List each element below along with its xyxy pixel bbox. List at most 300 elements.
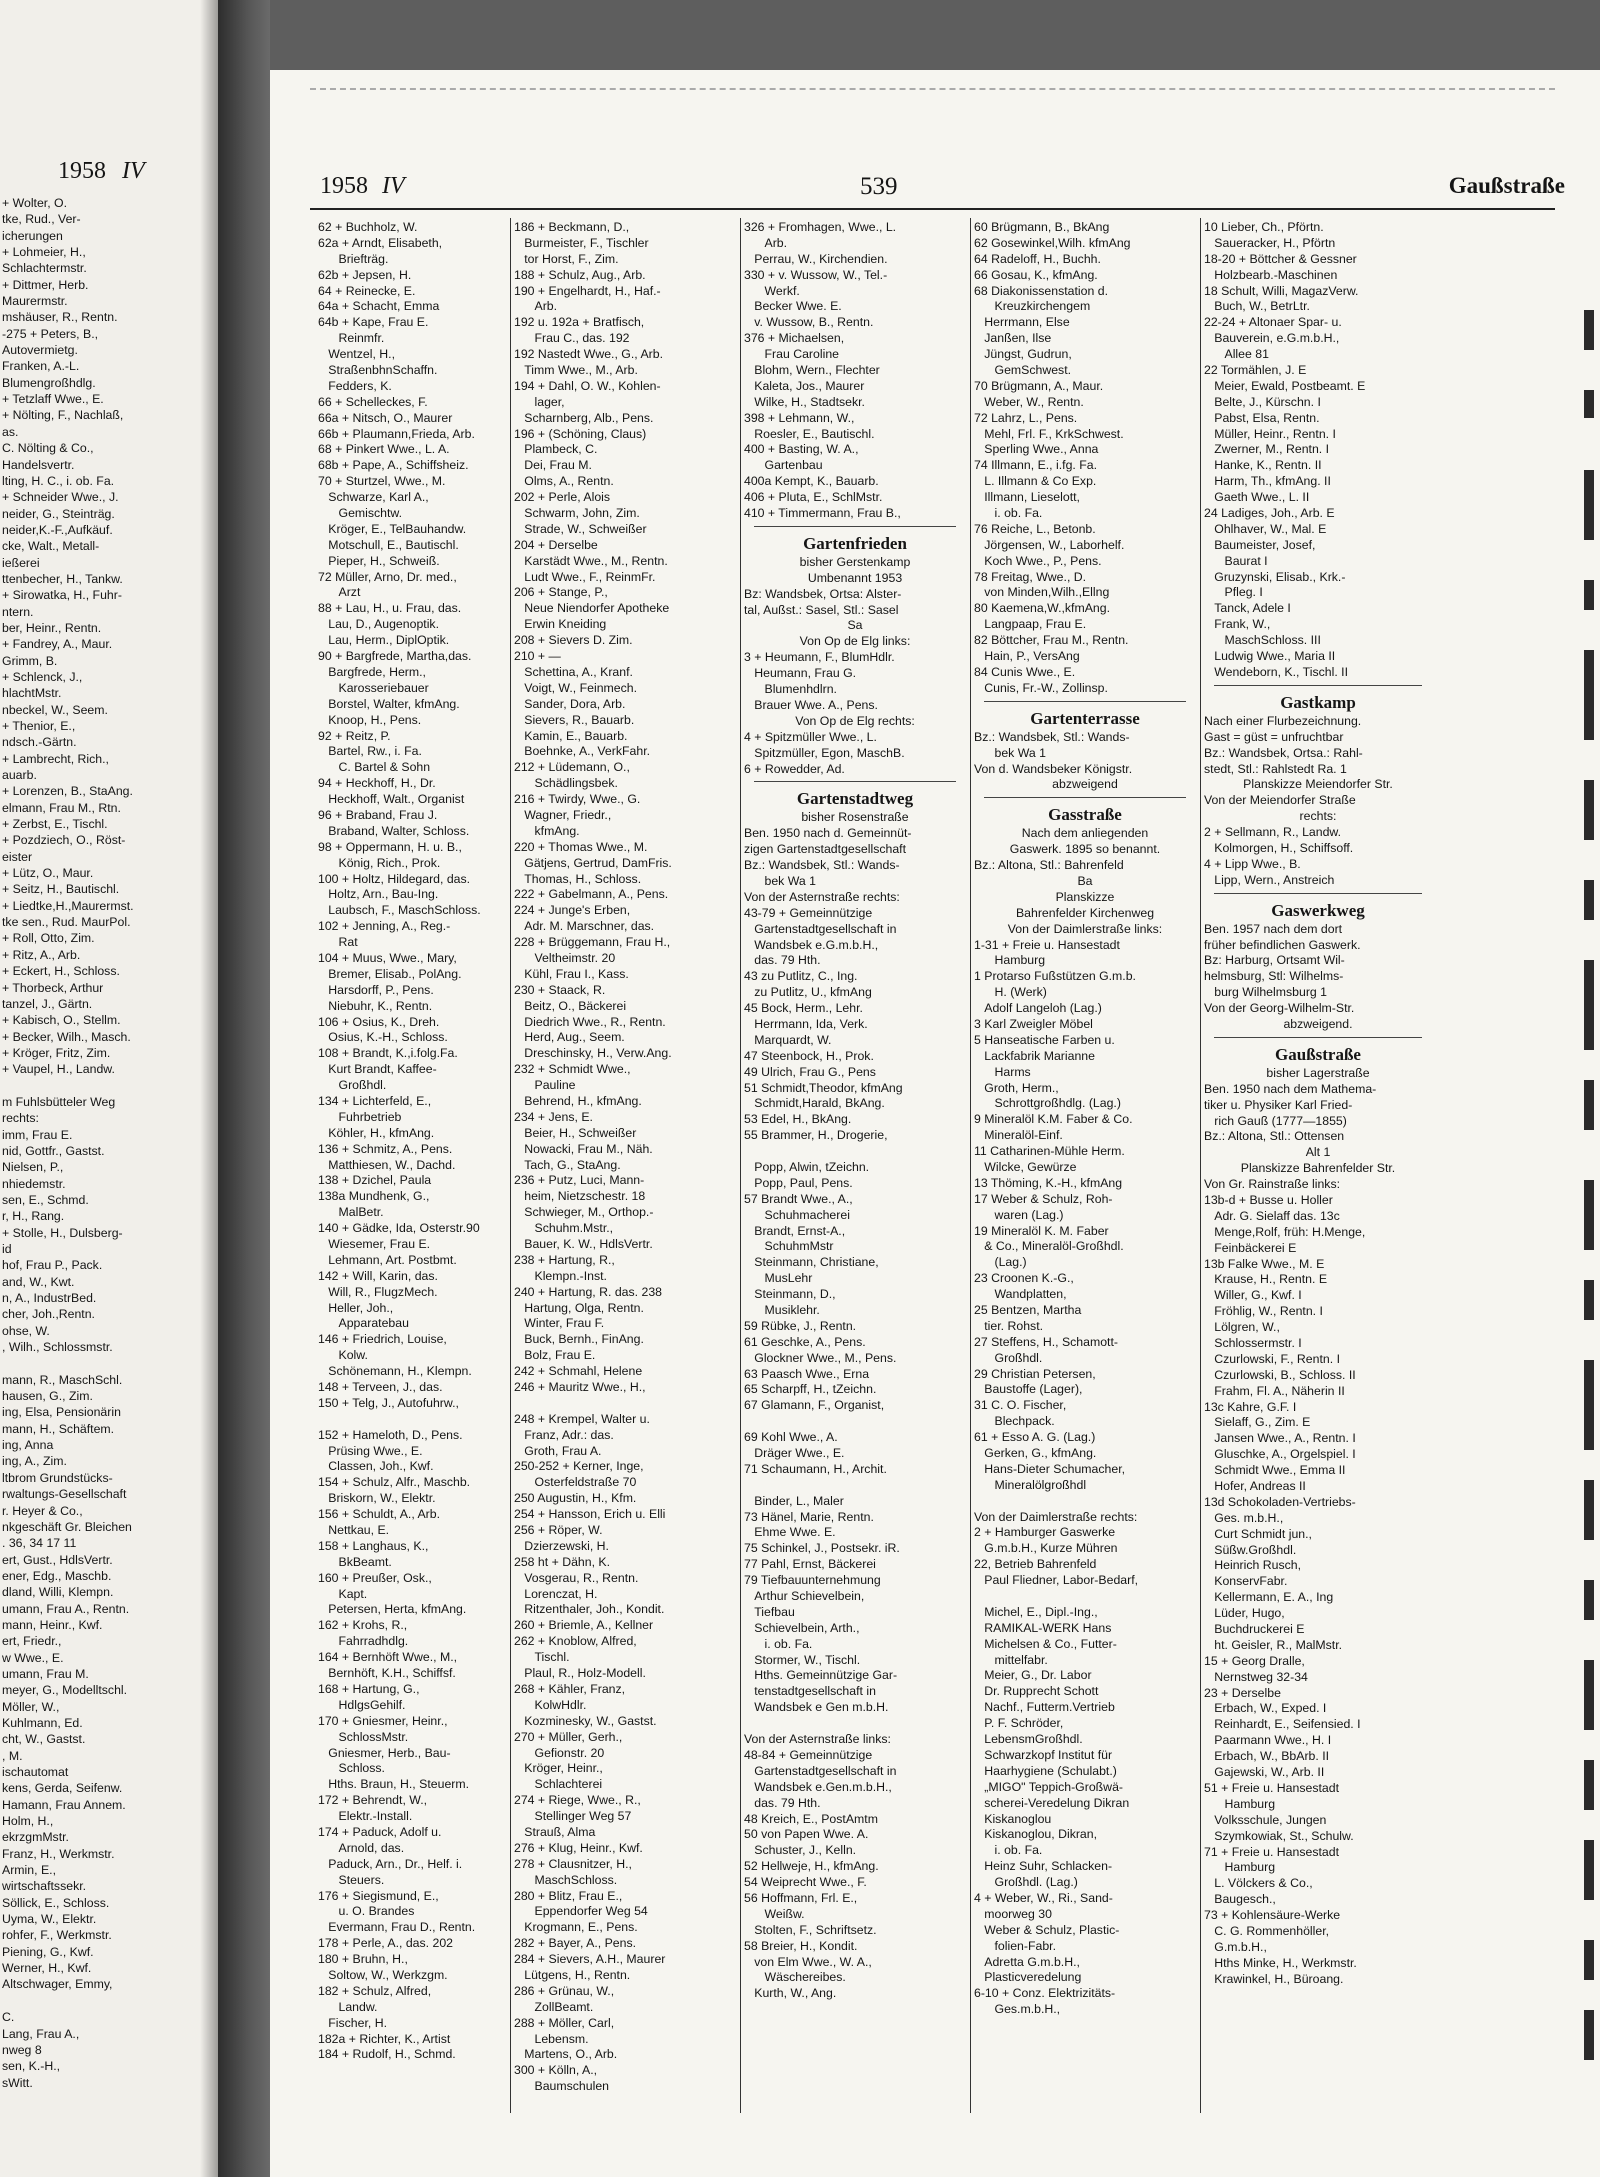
directory-entry: Langpaap, Frau E. (974, 617, 1087, 632)
directory-entry: 276 + Klug, Heinr., Kwf. (514, 1840, 643, 1855)
directory-entry: bek Wa 1 (744, 873, 816, 888)
directory-entry: 138a Mundhenk, G., (318, 1189, 430, 1204)
directory-entry: Neue Niendorfer Apotheke (514, 601, 670, 616)
directory-entry: 61 Geschke, A., Pens. (744, 1334, 866, 1349)
directory-entry: Schloss. (318, 1761, 385, 1776)
directory-entry: Musiklehr. (744, 1303, 820, 1317)
directory-entry: Ohlhaver, W., Mal. E (1204, 521, 1327, 536)
directory-entry: 76 Reiche, L., Betonb. (974, 521, 1096, 536)
directory-entry: 67 Glamann, F., Organist, (744, 1398, 885, 1413)
directory-entry: Baurat I (1204, 553, 1268, 568)
directory-entry: Czurlowski, F., Rentn. I (1204, 1351, 1340, 1366)
directory-entry: 172 + Behrendt, W., (318, 1793, 428, 1808)
directory-entry: i. ob. Fa. (974, 506, 1043, 521)
directory-entry: 54 Weiprecht Wwe., F. (744, 1875, 867, 1890)
directory-entry: Classen, Joh., Kwf. (318, 1459, 434, 1474)
directory-entry (744, 1144, 966, 1160)
directory-entry: Ben. 1950 nach d. Gemeinnüt- (744, 826, 912, 841)
left-page-line: rohfer, F., Werkmstr. (2, 1928, 112, 1943)
directory-entry: 48 Kreich, E., PostAmtm (744, 1811, 878, 1826)
directory-entry: Weber, W., Rentn. (974, 394, 1084, 409)
directory-entry: 53 Edel, H., BkAng. (744, 1112, 852, 1127)
directory-entry: Gast = güst = unfruchtbar (1204, 729, 1344, 744)
directory-entry: Hths. Gemeinnützige Gar- (744, 1668, 898, 1683)
directory-entry: 66 Gosau, K., kfmAng. (974, 267, 1098, 282)
directory-entry: 96 + Braband, Frau J. (318, 807, 438, 822)
directory-entry: 398 + Lehmann, W., (744, 410, 855, 425)
directory-entry: Hamburg (974, 953, 1046, 968)
directory-entry: Landw. (318, 1999, 378, 2014)
directory-entry: Strauß, Alma (514, 1824, 596, 1839)
directory-entry: Behrend, H., kfmAng. (514, 1093, 642, 1108)
directory-entry: 18-20 + Böttcher & Gessner (1204, 251, 1357, 266)
directory-entry: 10 Lieber, Ch., Pförtn. (1204, 220, 1324, 234)
directory-entry: moorweg 30 (974, 1906, 1052, 1921)
directory-entry: 184 + Rudolf, H., Schmd. (318, 2047, 456, 2062)
directory-entry: 9 Mineralöl K.M. Faber & Co. (974, 1112, 1133, 1127)
directory-entry: Lüder, Hugo, (1204, 1606, 1285, 1621)
directory-entry: Gemischtw. (318, 506, 403, 521)
directory-entry: Herrmann, Else (974, 315, 1070, 330)
left-page-line: + Sirowatka, H., Fuhr- (2, 588, 122, 603)
directory-entry: Niebuhr, K., Rentn. (318, 998, 433, 1013)
left-page-line: nweg 8 (2, 2042, 42, 2057)
directory-entry: Zwerner, M., Rentn. I (1204, 442, 1330, 457)
left-page-line: + Thorbeck, Arthur (2, 980, 104, 995)
directory-entry: 108 + Brandt, K.,i.folg.Fa. (318, 1046, 458, 1061)
directory-entry: Reinhardt, E., Seifensied. I (1204, 1717, 1361, 1732)
directory-entry: waren (Lag.) (974, 1207, 1064, 1222)
column-divider (740, 218, 741, 2113)
directory-entry: Tach, G., StaAng. (514, 1157, 621, 1172)
directory-entry: 4 + Weber, W., Ri., Sand- (974, 1890, 1113, 1905)
directory-entry: 68 Diakonissenstation d. (974, 283, 1108, 298)
directory-entry: Paul Fliedner, Labor-Bedarf, (974, 1573, 1139, 1588)
left-page-line: ntern. (2, 604, 34, 619)
directory-entry: Pauline (514, 1078, 576, 1093)
left-page-line: + Dittmer, Herb. (2, 277, 89, 292)
directory-entry: 3 Karl Zweigler Möbel (974, 1016, 1093, 1031)
directory-entry: 326 + Fromhagen, Wwe., L. (744, 220, 897, 234)
directory-entry: Kreuzkirchengem (974, 299, 1091, 314)
directory-entry: Baumeister, Josef, (1204, 537, 1316, 552)
left-page-line: ltbrom Grundstücks- (2, 1470, 113, 1485)
street-heading: Gaußstraße (1275, 1044, 1361, 1064)
directory-entry: 75 Schinkel, J., Postsekr. iR. (744, 1541, 900, 1556)
section-note: Planskizze Meiendorfer Str. (1243, 777, 1393, 792)
directory-entry: 158 + Langhaus, K., (318, 1538, 429, 1553)
directory-entry: 72 Müller, Arno, Dr. med., (318, 569, 457, 584)
left-page-line: ing, A., Zim. (2, 1454, 67, 1469)
left-page-line: ießerei (2, 555, 40, 570)
left-page-line: ert, Gust., HdlsVertr. (2, 1552, 113, 1567)
directory-entry: 88 + Lau, H., u. Frau, das. (318, 601, 462, 616)
left-page-line: nkgeschäft Gr. Bleichen (2, 1519, 132, 1534)
directory-entry: 1 Protarso Fußstützen G.m.b. (974, 969, 1136, 984)
directory-entry: 49 Ulrich, Frau G., Pens (744, 1064, 876, 1079)
directory-entry: Wagner, Friedr., (514, 807, 612, 822)
directory-entry: Karstädt Wwe., M., Rentn. (514, 553, 668, 568)
page-header (270, 70, 1600, 210)
directory-entry: 220 + Thomas Wwe., M. (514, 839, 648, 854)
left-page-line: cht, W., Gastst. (2, 1732, 86, 1747)
directory-entry: Gartenstadtgesellschaft in (744, 1763, 897, 1778)
directory-entry: Schwieger, M., Orthop.- (514, 1205, 654, 1220)
directory-entry: lager, (514, 394, 565, 409)
left-page-line: elmann, Frau M., Rtn. (2, 800, 121, 815)
left-page-line: sen, E., Schmd. (2, 1192, 89, 1207)
directory-entry: 70 Brügmann, A., Maur. (974, 378, 1104, 393)
directory-column-5 (1204, 220, 1432, 1988)
directory-entry: 13d Schokoladen-Vertriebs- (1204, 1494, 1356, 1509)
directory-entry (744, 1414, 966, 1430)
directory-entry: Kurth, W., Ang. (744, 1986, 837, 2001)
directory-entry: 228 + Brüggemann, Frau H., (514, 935, 671, 950)
directory-entry: Schettina, A., Kranf. (514, 664, 633, 679)
directory-entry: Hths Minke, H., Werkmstr. (1204, 1955, 1357, 1970)
directory-entry: von Minden,Wilh.,Ellng (974, 585, 1110, 600)
directory-entry: zigen Gartenstadtgesellschaft (744, 842, 907, 857)
left-page-line: m Fuhlsbütteler Weg (2, 1094, 116, 1109)
directory-entry: Bz: Wandsbek, Ortsa: Alster- (744, 586, 902, 601)
directory-entry: 66b + Plaumann,Frieda, Arb. (318, 426, 475, 441)
left-page-line: + Nölting, F., Nachlaß, (2, 408, 124, 423)
left-page-line: + Becker, Wilh., Masch. (2, 1029, 131, 1044)
directory-entry: Süßw.Großhdl. (1204, 1542, 1297, 1557)
directory-entry: Baumschulen (514, 2079, 610, 2094)
directory-entry: Bz: Harburg, Ortsamt Wil- (1204, 953, 1345, 968)
directory-entry: Erwin Kneiding (514, 617, 607, 632)
directory-entry: Mehl, Frl. F., KrkSchwest. (974, 426, 1124, 441)
directory-entry: Bz.: Wandsbek, Ortsa.: Rahl- (1204, 745, 1363, 760)
directory-entry: Baugesch., (1204, 1892, 1276, 1907)
directory-entry: GemSchwest. (974, 363, 1072, 378)
edge-mark (1584, 1360, 1594, 1450)
directory-entry: 196 + (Schöning, Claus) (514, 426, 647, 441)
directory-entry: Jansen Wwe., A., Rentn. I (1204, 1431, 1356, 1446)
left-page-line: w Wwe., E. (2, 1650, 64, 1665)
directory-entry: Jörgensen, W., Laborhelf. (974, 537, 1125, 552)
directory-entry: Thomas, H., Schloss. (514, 871, 642, 886)
directory-entry: 4 + Lipp Wwe., B. (1204, 856, 1301, 871)
directory-entry: 406 + Pluta, E., SchlMstr. (744, 490, 883, 505)
directory-entry: 80 Kaemena,W.,kfmAng. (974, 601, 1111, 616)
left-page-line: Franz, H., Werkmstr. (2, 1846, 115, 1861)
section-divider (754, 526, 956, 527)
left-page-line: + Lohmeier, H., (2, 245, 86, 260)
directory-entry: tiker u. Physiker Karl Fried- (1204, 1097, 1353, 1112)
left-page-line: hlachtMstr. (2, 686, 62, 701)
left-page-line: umann, Frau A., Rentn. (2, 1601, 130, 1616)
directory-entry: Klempn.-Inst. (514, 1268, 607, 1283)
directory-entry: Pabst, Elsa, Rentn. (1204, 410, 1320, 425)
street-heading: Gartenterrasse (1030, 708, 1140, 728)
directory-entry: 60 Brügmann, B., BkAng (974, 220, 1110, 234)
directory-entry: Heumann, Frau G. (744, 666, 857, 681)
left-page-line: ber, Heinr., Rentn. (2, 620, 102, 635)
section-divider (1214, 893, 1422, 894)
directory-entry: 194 + Dahl, O. W., Kohlen- (514, 378, 661, 393)
directory-entry: Lorenczat, H. (514, 1586, 598, 1601)
directory-entry: 254 + Hansson, Erich u. Elli (514, 1507, 666, 1522)
directory-entry: 71 + Freie u. Hansestadt (1204, 1844, 1340, 1859)
directory-entry: 22, Betrieb Bahrenfeld (974, 1557, 1097, 1572)
directory-entry: 278 + Clausnitzer, H., (514, 1856, 632, 1871)
directory-entry: 2 + Sellmann, R., Landw. (1204, 825, 1342, 840)
directory-entry (744, 1478, 966, 1494)
edge-mark (1584, 2010, 1594, 2060)
left-page-line: imm, Frau E. (2, 1127, 73, 1142)
directory-entry: 27 Steffens, H., Schamott- (974, 1334, 1118, 1349)
directory-entry: 202 + Perle, Alois (514, 490, 611, 505)
directory-entry: 410 + Timmermann, Frau B., (744, 506, 901, 521)
directory-column-2 (514, 220, 734, 2095)
directory-entry: Kröger, E., TelBauhandw. (318, 521, 467, 536)
edge-mark (1584, 880, 1594, 920)
directory-entry: (Lag.) (974, 1255, 1027, 1270)
left-page-line: , M. (2, 1748, 23, 1763)
left-page-line: rechts: (2, 1111, 39, 1126)
directory-entry: Diedrich Wwe., R., Rentn. (514, 1014, 666, 1029)
left-page-line: + Wolter, O. (2, 196, 68, 210)
directory-entry: Curt Schmidt jun., (1204, 1526, 1312, 1541)
page-edge-marks (1574, 280, 1600, 2080)
directory-entry: Schlachterei (514, 1777, 603, 1792)
directory-entry: Ges. m.b.H., (1204, 1510, 1284, 1525)
directory-entry: Von der Asternstraße rechts: (744, 889, 900, 904)
directory-entry: 18 Schult, Willi, MagazVerw. (1204, 283, 1359, 298)
directory-entry: Buchdruckerei E (1204, 1622, 1305, 1637)
directory-entry: 146 + Friedrich, Louise, (318, 1332, 447, 1347)
directory-entry: Bz.: Altona, Stl.: Bahrenfeld (974, 858, 1124, 873)
section-note: Umbenannt 1953 (807, 570, 903, 585)
directory-entry: 74 Illmann, E., i.fg. Fa. (974, 458, 1098, 473)
left-page-line: Holm, H., (2, 1814, 54, 1829)
directory-entry: Spitzmüller, Egon, MaschB. (744, 745, 905, 760)
directory-entry: 234 + Jens, E. (514, 1109, 593, 1124)
directory-entry: 150 + Telg, J., Autofuhrw., (318, 1395, 459, 1410)
directory-entry: Heckhoff, Walt., Organist (318, 792, 465, 807)
directory-entry: 238 + Hartung, R., (514, 1252, 615, 1267)
directory-entry: 400a Kempt, K., Bauarb. (744, 474, 879, 489)
left-page-line: sen, K.-H., (2, 2059, 61, 2074)
directory-entry: 286 + Grünau, W., (514, 1983, 615, 1998)
directory-entry: Von der Meiendorfer Straße (1204, 793, 1356, 808)
directory-column-1 (318, 220, 506, 2063)
directory-entry: Schievelbein, Arth., (744, 1620, 860, 1635)
left-page-line: + Ritz, A., Arb. (2, 947, 81, 962)
directory-entry: Beitz, O., Bäckerei (514, 998, 627, 1013)
left-page-line: eister (2, 849, 33, 864)
directory-entry: 22-24 + Altonaer Spar- u. (1204, 315, 1342, 330)
directory-entry: das. 79 Hth. (744, 953, 821, 968)
directory-entry: 62 Gosewinkel,Wilh. kfmAng (974, 235, 1131, 250)
directory-entry: Plaul, R., Holz-Modell. (514, 1666, 646, 1681)
left-page-line: cke, Walt., Metall- (2, 539, 100, 554)
directory-entry: 17 Weber & Schulz, Roh- (974, 1191, 1113, 1206)
directory-entry: Wendeborn, K., Tischl. II (1204, 664, 1348, 679)
directory-entry: 55 Brammer, H., Drogerie, (744, 1128, 888, 1143)
directory-entry: 152 + Hameloth, D., Pens. (318, 1427, 463, 1442)
book-gutter (218, 0, 270, 2177)
column-divider (510, 218, 511, 2113)
directory-entry: Schuster, J., Kelln. (744, 1843, 857, 1858)
header-street-name: Gaußstraße (1448, 173, 1565, 198)
directory-entry: SchlossMstr. (318, 1729, 409, 1744)
directory-entry: Adolf Langeloh (Lag.) (974, 1001, 1102, 1016)
directory-entry: G.m.b.H., Kurze Mühren (974, 1541, 1118, 1556)
directory-entry: Brandt, Ernst-A., (744, 1223, 846, 1238)
directory-entry: von Elm Wwe., W. A., (744, 1954, 872, 1969)
directory-entry: Menge,Rolf, früh: H.Menge, (1204, 1224, 1366, 1239)
directory-entry: Perrau, W., Kirchendien. (744, 251, 888, 266)
directory-entry: 204 + Derselbe (514, 537, 598, 552)
directory-entry: Sielaff, G., Zim. E (1204, 1415, 1311, 1430)
left-page-line: C. (2, 2010, 15, 2025)
directory-entry: Herd, Aug., Seem. (514, 1030, 625, 1045)
left-page-line: rwaltungs-Gesellschaft (2, 1487, 127, 1502)
directory-entry: 94 + Heckhoff, H., Dr. (318, 776, 436, 791)
directory-entry: Großhdl. (Lag.) (974, 1875, 1078, 1890)
directory-entry: 188 + Schulz, Aug., Arb. (514, 267, 646, 282)
directory-entry: Weber & Schulz, Plastic- (974, 1922, 1120, 1937)
left-page-line: + Tetzlaff Wwe., E. (2, 392, 104, 407)
directory-entry: mittelfabr. (974, 1652, 1048, 1667)
section-note: bisher Gerstenkamp (799, 554, 911, 569)
directory-entry: 48-84 + Gemeinnützige (744, 1747, 873, 1762)
left-page-line: + Fandrey, A., Maur. (2, 637, 113, 652)
directory-entry: Martens, O., Arb. (514, 2047, 618, 2062)
directory-entry: 13b-d + Busse u. Holler (1204, 1192, 1333, 1207)
street-heading: Gartenfrieden (803, 533, 907, 553)
directory-entry: Dzierzewski, H. (514, 1538, 609, 1553)
directory-page (270, 70, 1600, 2177)
left-page-line: + Lütz, O., Maur. (2, 866, 94, 881)
directory-entry: 106 + Osius, K., Dreh. (318, 1014, 440, 1029)
directory-entry: 4 + Spitzmüller Wwe., L. (744, 729, 877, 744)
directory-entry: 82 Böttcher, Frau M., Rentn. (974, 633, 1129, 648)
directory-entry: Krause, H., Rentn. E (1204, 1272, 1328, 1287)
directory-entry: Borstel, Walter, kfmAng. (318, 696, 460, 711)
edge-mark (1584, 1660, 1594, 1730)
directory-entry: Ehme Wwe. E. (744, 1525, 836, 1540)
directory-entry: Schuhmacherei (744, 1207, 850, 1222)
directory-entry: i. ob. Fa. (744, 1636, 813, 1651)
directory-entry: zu Putlitz, U., kfmAng (744, 985, 872, 1000)
left-page-line: Maurermstr. (2, 294, 68, 309)
directory-entry: Herrmann, Ida, Verk. (744, 1016, 868, 1031)
directory-entry: 192 u. 192a + Bratfisch, (514, 315, 645, 330)
section-note: Sa (847, 618, 863, 633)
street-heading: Gaswerkweg (1271, 900, 1365, 920)
directory-entry: 288 + Möller, Carl, (514, 2015, 615, 2030)
directory-entry: tier. Rohst. (974, 1318, 1044, 1333)
directory-entry: Kurt Brandt, Kaffee- (318, 1062, 437, 1077)
directory-entry: Müller, Heinr., Rentn. I (1204, 426, 1336, 441)
directory-entry: 6-10 + Conz. Elektrizitäts- (974, 1986, 1116, 2001)
section-note: Gaswerk. 1895 so benannt. (1009, 842, 1161, 857)
left-page-line: Hamann, Frau Annem. (2, 1797, 126, 1812)
directory-entry: Ludt Wwe., F., ReinmFr. (514, 569, 656, 584)
directory-entry: 23 + Derselbe (1204, 1685, 1281, 1700)
directory-entry: 15 + Georg Dralle, (1204, 1653, 1305, 1668)
directory-entry: BkBeamt. (318, 1554, 392, 1569)
directory-entry: Erbach, W., BbArb. II (1204, 1749, 1330, 1764)
directory-entry: Ben. 1950 nach dem Mathema- (1204, 1081, 1377, 1096)
edge-mark (1584, 1080, 1594, 1130)
directory-entry: Dei, Frau M. (514, 458, 592, 473)
directory-entry: 90 + Bargfrede, Martha,das. (318, 649, 472, 664)
section-note: Von Op de Elg rechts: (795, 713, 915, 728)
directory-entry: 230 + Staack, R. (514, 982, 606, 997)
directory-entry: LebensmGroßhdl. (974, 1732, 1083, 1747)
directory-entry: Lütgens, H., Rentn. (514, 1967, 631, 1982)
directory-entry: 174 + Paduck, Adolf u. (318, 1824, 442, 1839)
section-note: abzweigend. (1283, 1016, 1353, 1031)
directory-entry: Gaeth Wwe., L. II (1204, 490, 1310, 505)
left-page-line (2, 1355, 214, 1371)
edge-mark (1584, 1480, 1594, 1540)
directory-entry: 73 Hänel, Marie, Rentn. (744, 1509, 874, 1524)
directory-entry: Meier, G., Dr. Labor (974, 1668, 1092, 1683)
directory-entry: Osius, K.-H., Schloss. (318, 1030, 448, 1045)
left-page-line: + Liedtke,H.,Maurermst. (2, 898, 134, 913)
directory-entry: Allee 81 (1204, 347, 1269, 362)
directory-entry: H. (Werk) (974, 985, 1047, 1000)
directory-entry: Kolw. (318, 1348, 368, 1363)
directory-entry: 178 + Perle, A., das. 202 (318, 1936, 454, 1951)
directory-entry: Schmidt,Harald, BkAng. (744, 1096, 885, 1111)
directory-entry: Kamin, E., Bauarb. (514, 728, 628, 743)
section-note: Nach dem anliegenden (1021, 826, 1149, 841)
directory-entry: Wandsbek e.G.m.b.H., (744, 937, 879, 952)
left-page-line: + Eckert, H., Schloss. (2, 964, 120, 979)
directory-entry: 66a + Nitsch, O., Maurer (318, 410, 453, 425)
directory-entry: Meier, Ewald, Postbeamt. E (1204, 378, 1366, 393)
directory-entry: Mineralölgroßhdl (974, 1477, 1087, 1492)
directory-entry: KolwHdlr. (514, 1697, 587, 1712)
directory-entry: Michelsen & Co., Futter- (974, 1636, 1117, 1651)
directory-entry: Buck, Bernh., FinAng. (514, 1332, 644, 1347)
directory-entry: 216 + Twirdy, Wwe., G. (514, 792, 641, 807)
directory-entry: 58 Breier, H., Kondit. (744, 1938, 858, 1953)
directory-entry: 248 + Krempel, Walter u. (514, 1411, 650, 1426)
directory-entry: Lipp, Wern., Anstreich (1204, 872, 1335, 887)
directory-entry: Bz.: Altona, Stl.: Ottensen (1204, 1129, 1345, 1144)
directory-entry: 98 + Oppermann, H. u. B., (318, 839, 462, 854)
header-part-value: IV (382, 173, 405, 199)
section-divider (754, 781, 956, 782)
directory-entry: 73 + Kohlensäure-Werke (1204, 1908, 1341, 1923)
section-note: Alt 1 (1305, 1145, 1331, 1160)
directory-entry: Olms, A., Rentn. (514, 474, 614, 489)
section-note: Von Op de Elg links: (799, 634, 911, 649)
directory-entry: 52 Hellweje, H., kfmAng. (744, 1859, 879, 1874)
directory-entry: Michel, E., Dipl.-Ing., (974, 1604, 1098, 1619)
directory-entry: Volksschule, Jungen (1204, 1812, 1327, 1827)
directory-entry: Harms (974, 1064, 1031, 1079)
directory-entry: Buch, W., BetrLtr. (1204, 299, 1310, 314)
directory-entry: 1-31 + Freie u. Hansestadt (974, 937, 1120, 952)
left-page-line: sWitt. (2, 2075, 33, 2090)
directory-entry: 25 Bentzen, Martha (974, 1303, 1082, 1317)
directory-entry: 268 + Kähler, Franz, (514, 1681, 626, 1696)
directory-entry: Lölgren, W., (1204, 1320, 1280, 1335)
section-note: abzweigend (1052, 777, 1118, 792)
directory-entry: Wandplatten, (974, 1287, 1067, 1302)
section-divider (984, 797, 1186, 798)
directory-entry: Glockner Wwe., M., Pens. (744, 1350, 897, 1365)
